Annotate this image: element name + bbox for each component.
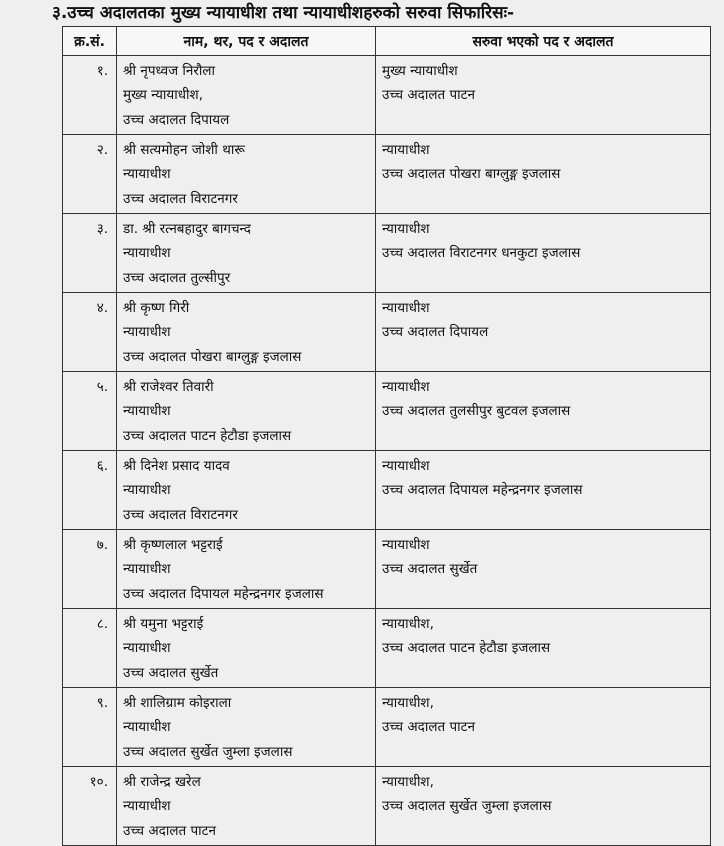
transfer-cell — [376, 451, 711, 530]
court-line: उच्च अदालत पाटन — [123, 822, 216, 839]
transfer-court-line: उच्च अदालत दिपायल महेन्द्रनगर इजलास — [382, 482, 583, 499]
court-line: उच्च अदालत सुर्खेत — [123, 664, 219, 681]
name-cell — [117, 56, 376, 135]
transfer-court-line: उच्च अदालत सुर्खेत — [382, 561, 478, 578]
court-line: उच्च अदालत पाटन हेटौडा इजलास — [123, 427, 292, 444]
position-line: न्यायाधीश — [123, 561, 171, 578]
transfer-court-line: उच्च अदालत दिपायल — [382, 324, 489, 341]
name-line: श्री राजेश्वर तिवारी — [123, 379, 214, 395]
transfer-cell — [376, 56, 711, 135]
transfer-cell — [376, 293, 711, 372]
position-line: न्यायाधीश — [123, 166, 171, 183]
serial-number: ६. — [63, 451, 117, 530]
position-line: मुख्य न्यायाधीश, — [123, 87, 203, 104]
transfer-position-line: न्यायाधीश, — [382, 695, 434, 711]
court-line: उच्च अदालत दिपायल महेन्द्रनगर इजलास — [123, 585, 324, 602]
position-line: न्यायाधीश — [123, 798, 171, 815]
table-row — [63, 135, 711, 214]
page-title: ३.उच्च अदालतका मुख्य न्यायाधीश तथा न्यायाधीशहरुको सरुवा सिफारिसः- — [52, 3, 515, 23]
name-line: श्री यमुना भट्टराई — [123, 616, 204, 632]
transfer-court-line: उच्च अदालत सुर्खेत जुम्ला इजलास — [382, 798, 552, 815]
name-line: डा. श्री रत्नबहादुर बागचन्द — [123, 221, 251, 237]
name-cell — [117, 530, 376, 609]
transfer-position-line: न्यायाधीश, — [382, 774, 434, 790]
transfer-cell — [376, 530, 711, 609]
table-row — [63, 530, 711, 609]
name-line: श्री सत्यमोहन जोशी थारू — [123, 142, 245, 158]
table-row — [63, 609, 711, 688]
transfer-position-line: न्यायाधीश — [382, 142, 430, 158]
court-line: उच्च अदालत सुर्खेत जुम्ला इजलास — [123, 743, 293, 760]
name-line: श्री नृपध्वज निरौला — [123, 63, 216, 79]
court-line: उच्च अदालत पोखरा बाग्लुङ्ग इजलास — [123, 348, 302, 365]
transfer-cell — [376, 372, 711, 451]
transfer-court-line: उच्च अदालत तुलसीपुर बुटवल इजलास — [382, 403, 571, 420]
serial-number: ३. — [63, 214, 117, 293]
serial-number: ४. — [63, 293, 117, 372]
transfer-court-line: उच्च अदालत विराटनगर धनकुटा इजलास — [382, 245, 581, 262]
court-line: उच्च अदालत दिपायल — [123, 111, 230, 128]
position-line: न्यायाधीश — [123, 640, 171, 657]
table-row — [63, 372, 711, 451]
table-header-row — [63, 27, 711, 56]
table-row — [63, 688, 711, 767]
serial-number: १०. — [63, 767, 117, 846]
table-row — [63, 767, 711, 846]
transfer-table — [62, 26, 711, 846]
transfer-court-line: उच्च अदालत पाटन — [382, 87, 475, 104]
transfer-cell — [376, 767, 711, 846]
table-row — [63, 451, 711, 530]
transfer-cell — [376, 609, 711, 688]
name-cell — [117, 767, 376, 846]
transfer-court-line: उच्च अदालत पाटन — [382, 719, 475, 736]
transfer-court-line: उच्च अदालत पाटन हेटौडा इजलास — [382, 640, 551, 657]
table-row — [63, 214, 711, 293]
serial-number: ७. — [63, 530, 117, 609]
name-cell — [117, 609, 376, 688]
position-line: न्यायाधीश — [123, 245, 171, 262]
name-line: श्री कृष्णलाल भट्टराई — [123, 537, 223, 553]
serial-number: ५. — [63, 372, 117, 451]
serial-number: ८. — [63, 609, 117, 688]
name-cell — [117, 451, 376, 530]
name-line: श्री शालिग्राम कोइराला — [123, 695, 232, 711]
name-line: श्री कृष्ण गिरी — [123, 300, 190, 316]
column-header-transfer: सरुवा भएको पद र अदालत — [376, 27, 711, 56]
transfer-cell — [376, 214, 711, 293]
serial-number: २. — [63, 135, 117, 214]
transfer-position-line: न्यायाधीश — [382, 537, 430, 553]
transfer-position-line: मुख्य न्यायाधीश — [382, 63, 458, 79]
transfer-position-line: न्यायाधीश — [382, 221, 430, 237]
table-row — [63, 293, 711, 372]
transfer-cell — [376, 688, 711, 767]
transfer-position-line: न्यायाधीश — [382, 458, 430, 474]
name-cell — [117, 135, 376, 214]
court-line: उच्च अदालत विराटनगर — [123, 190, 238, 207]
position-line: न्यायाधीश — [123, 324, 171, 341]
transfer-court-line: उच्च अदालत पोखरा बाग्लुङ्ग इजलास — [382, 166, 561, 183]
position-line: न्यायाधीश — [123, 719, 171, 736]
position-line: न्यायाधीश — [123, 482, 171, 499]
serial-number: १. — [63, 56, 117, 135]
position-line: न्यायाधीश — [123, 403, 171, 420]
name-line: श्री राजेन्द्र खरेल — [123, 774, 201, 790]
column-header-sn: क्र.सं. — [63, 27, 117, 56]
serial-number: ९. — [63, 688, 117, 767]
name-line: श्री दिनेश प्रसाद यादव — [123, 458, 230, 474]
transfer-position-line: न्यायाधीश — [382, 300, 430, 316]
column-header-name: नाम, थर, पद र अदालत — [117, 27, 376, 56]
court-line: उच्च अदालत तुल्सीपुर — [123, 269, 231, 286]
table-row — [63, 56, 711, 135]
transfer-cell — [376, 135, 711, 214]
name-cell — [117, 293, 376, 372]
name-cell — [117, 214, 376, 293]
name-cell — [117, 372, 376, 451]
court-line: उच्च अदालत विराटनगर — [123, 506, 238, 523]
transfer-position-line: न्यायाधीश, — [382, 616, 434, 632]
name-cell — [117, 688, 376, 767]
transfer-position-line: न्यायाधीश — [382, 379, 430, 395]
